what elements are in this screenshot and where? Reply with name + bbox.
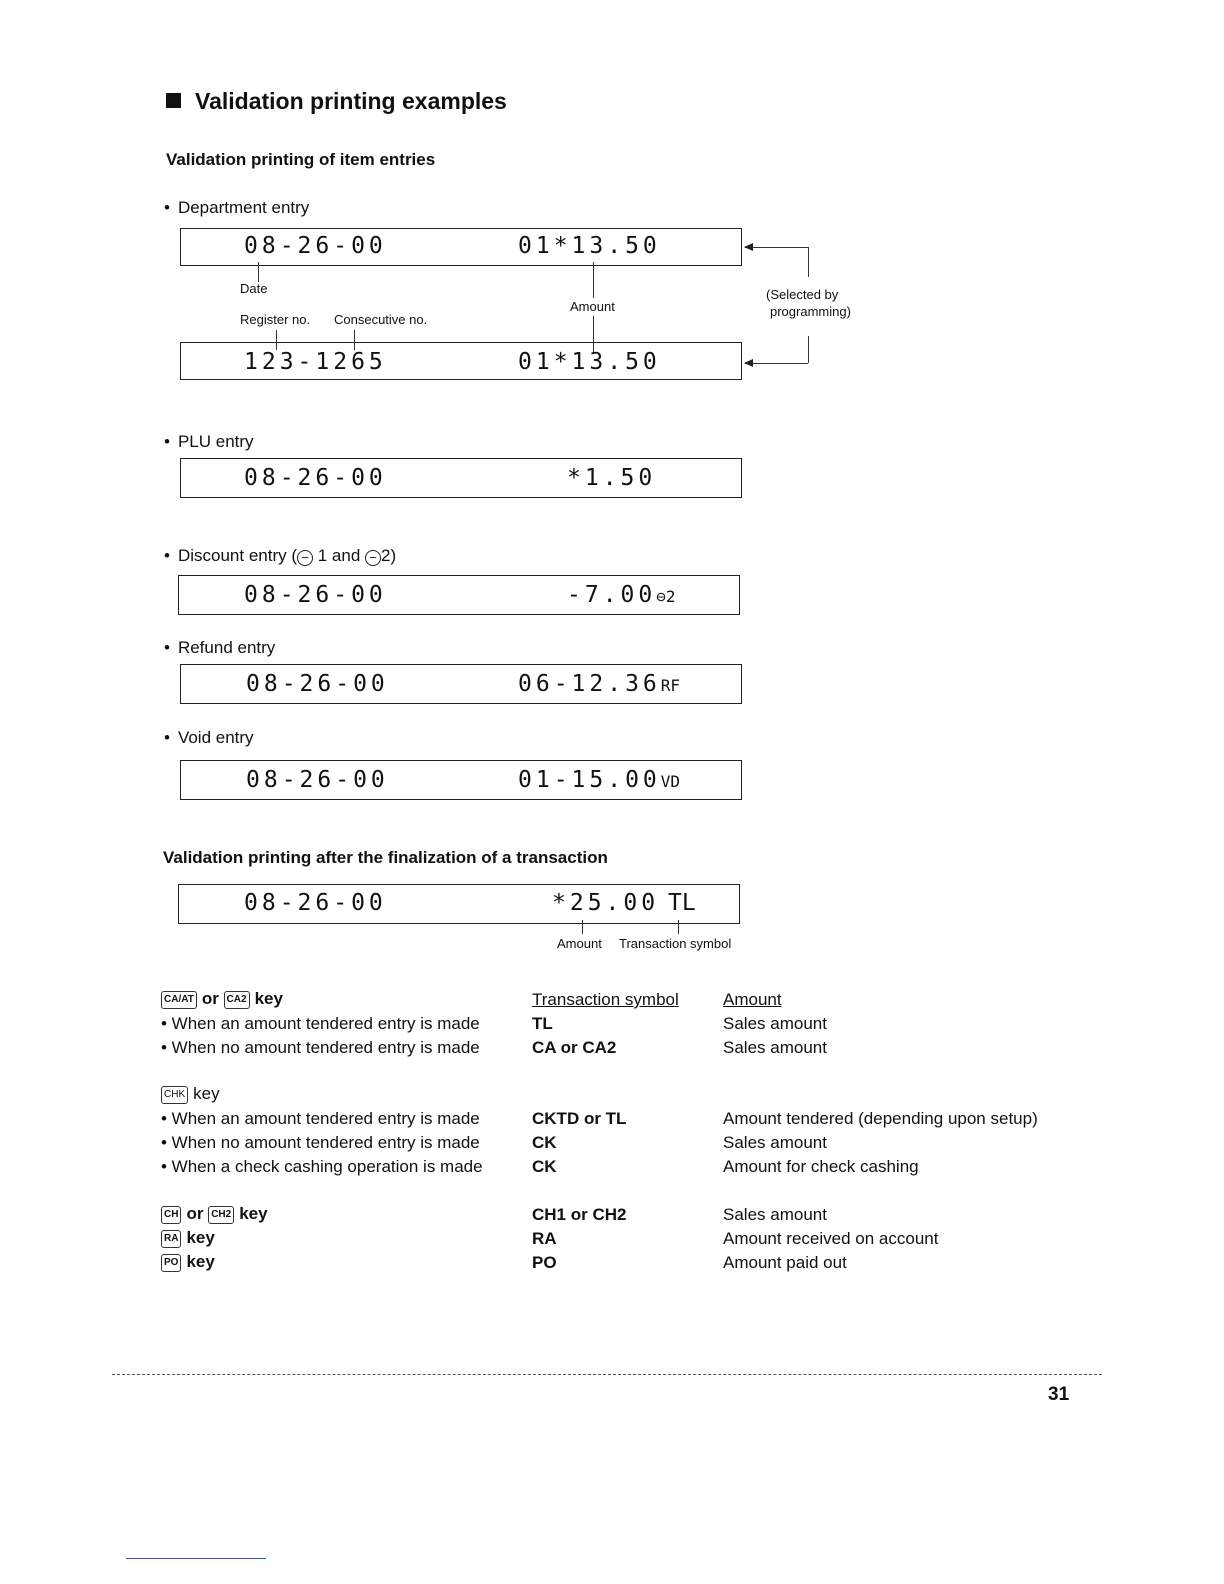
- programming-label: programming): [770, 304, 851, 319]
- final-amount-pointer: [582, 920, 583, 934]
- group2-row3-amount: Amount for check cashing: [723, 1157, 919, 1176]
- selection-bracket-bottom: [808, 336, 809, 363]
- minus-circle-icon: −: [297, 550, 313, 566]
- void-date-value: 08-26-00: [246, 767, 389, 793]
- register-consecutive-value: 123-1265: [244, 349, 387, 375]
- group3-row2-key-line: RA key: [161, 1228, 215, 1248]
- discount-date-value: 08-26-00: [244, 582, 387, 608]
- group3-row2-symbol: RA: [532, 1229, 557, 1248]
- header-amount: Amount: [723, 990, 782, 1009]
- group3-row3-amount: Amount paid out: [723, 1253, 847, 1272]
- date-pointer-line: [258, 262, 259, 282]
- group3-row3-key-line: PO key: [161, 1252, 215, 1272]
- group2-row2-symbol: CK: [532, 1133, 557, 1152]
- group2-row3-desc: • When a check cashing operation is made: [161, 1157, 483, 1176]
- group2-row1-symbol: CKTD or TL: [532, 1109, 627, 1128]
- selection-arrow-line-bottom: [745, 363, 808, 364]
- refund-symbol: RF: [660, 676, 681, 695]
- selected-by-label: (Selected by: [766, 287, 839, 302]
- group3-row1-amount: Sales amount: [723, 1205, 827, 1224]
- minus-circle-icon: −: [365, 550, 381, 566]
- discount-symbol: ⊖2: [656, 587, 676, 606]
- final-symbol-label: Transaction symbol: [619, 936, 732, 951]
- ca-at-key-icon: CA/AT: [161, 991, 197, 1009]
- final-symbol-pointer: [678, 920, 679, 934]
- section-title-finalization: Validation printing after the finalization of a transaction: [163, 848, 608, 867]
- consecutive-no-label: Consecutive no.: [334, 312, 428, 327]
- group2-row1-desc: • When an amount tendered entry is made: [161, 1109, 480, 1128]
- group1-row2-desc: • When no amount tendered entry is made: [161, 1038, 480, 1057]
- ch-key-icon: CH: [161, 1206, 181, 1224]
- po-key-icon: PO: [161, 1254, 181, 1272]
- group2-key-line: CHK key: [161, 1084, 220, 1104]
- bullet-refund-entry: • Refund entry: [164, 638, 276, 657]
- amount-value-2: 01*13.50: [518, 349, 661, 375]
- discount-amount-value: -7.00⊖2: [567, 582, 676, 608]
- group3-row1-key-line: CH or CH2 key: [161, 1204, 268, 1224]
- chk-key-icon: CHK: [161, 1086, 188, 1104]
- void-amount-value: 01-15.00VD: [518, 767, 681, 793]
- date-label: Date: [240, 281, 268, 296]
- plu-date-value: 08-26-00: [244, 465, 387, 491]
- plu-amount-value: *1.50: [567, 465, 657, 491]
- bottom-rule: [126, 1558, 266, 1559]
- amount-label: Amount: [570, 299, 615, 314]
- ra-key-icon: RA: [161, 1230, 181, 1248]
- group2-row2-amount: Sales amount: [723, 1133, 827, 1152]
- page-title: Validation printing examples: [166, 88, 507, 115]
- bullet-discount-entry: • Discount entry ( − 1 and − 2): [164, 546, 397, 565]
- page-number: 31: [1048, 1384, 1070, 1405]
- group3-row3-symbol: PO: [532, 1253, 557, 1272]
- register-no-label: Register no.: [240, 312, 311, 327]
- group3-row2-amount: Amount received on account: [723, 1229, 939, 1248]
- group3-row1-symbol: CH1 or CH2: [532, 1205, 627, 1224]
- group2-row2-desc: • When no amount tendered entry is made: [161, 1133, 480, 1152]
- group2-row3-symbol: CK: [532, 1157, 557, 1176]
- refund-amount-value: 06-12.36RF: [518, 671, 681, 697]
- amount-pointer-line-top: [593, 262, 594, 298]
- selection-arrow-line-top: [745, 247, 808, 248]
- arrow-left-icon: [744, 359, 753, 367]
- void-symbol: VD: [660, 772, 681, 791]
- bullet-department-entry: • Department entry: [164, 198, 310, 217]
- final-date-value: 08-26-00: [244, 890, 387, 916]
- group1-row1-desc: • When an amount tendered entry is made: [161, 1014, 480, 1033]
- refund-date-value: 08-26-00: [246, 671, 389, 697]
- bullet-plu-entry: • PLU entry: [164, 432, 254, 451]
- group1-row2-symbol: CA or CA2: [532, 1038, 617, 1057]
- arrow-left-icon: [744, 243, 753, 251]
- group1-row2-amount: Sales amount: [723, 1038, 827, 1057]
- group2-row1-amount: Amount tendered (depending upon setup): [723, 1109, 1038, 1128]
- group1-row1-amount: Sales amount: [723, 1014, 827, 1033]
- group1-key-line: CA/AT or CA2 key: [161, 989, 283, 1009]
- square-bullet-icon: [166, 93, 181, 108]
- section-title-item-entries: Validation printing of item entries: [166, 150, 436, 169]
- group1-row1-symbol: TL: [532, 1014, 553, 1033]
- final-amount-value: *25.00: [552, 890, 660, 916]
- footer-divider: [112, 1374, 1102, 1375]
- date-value: 08-26-00: [244, 233, 387, 259]
- header-transaction-symbol: Transaction symbol: [532, 990, 679, 1009]
- final-amount-label: Amount: [557, 936, 602, 951]
- ca2-key-icon: CA2: [224, 991, 250, 1009]
- final-symbol-value: TL: [668, 890, 696, 916]
- ch2-key-icon: CH2: [208, 1206, 234, 1224]
- selection-bracket-top: [808, 247, 809, 277]
- amount-value: 01*13.50: [518, 233, 661, 259]
- bullet-void-entry: • Void entry: [164, 728, 254, 747]
